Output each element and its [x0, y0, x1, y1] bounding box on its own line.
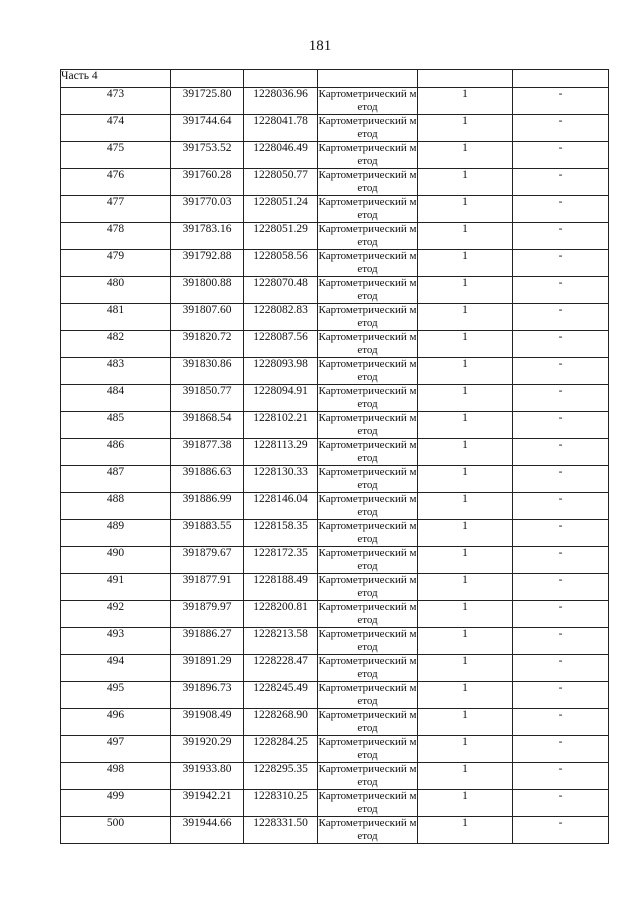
table-row	[61, 88, 609, 115]
y-coordinate-cell: 1228102.21	[244, 412, 318, 439]
table-row	[61, 331, 609, 358]
accuracy-cell: 1	[418, 115, 513, 142]
note-cell: -	[513, 358, 609, 385]
x-coordinate-cell: 391879.97	[171, 601, 244, 628]
point-number-cell: 493	[61, 628, 171, 655]
y-coordinate-cell: 1228051.24	[244, 196, 318, 223]
note-cell: -	[513, 547, 609, 574]
note-cell: -	[513, 655, 609, 682]
table-row	[61, 169, 609, 196]
x-coordinate-cell: 391896.73	[171, 682, 244, 709]
x-coordinate-cell: 391879.67	[171, 547, 244, 574]
accuracy-cell: 1	[418, 169, 513, 196]
table-row	[61, 817, 609, 844]
point-number-cell: 474	[61, 115, 171, 142]
point-number-cell: 480	[61, 277, 171, 304]
accuracy-cell: 1	[418, 385, 513, 412]
accuracy-cell: 1	[418, 277, 513, 304]
accuracy-cell: 1	[418, 520, 513, 547]
note-cell: -	[513, 790, 609, 817]
method-cell: Картометрический метод	[318, 601, 417, 626]
note-cell: -	[513, 115, 609, 142]
table-row	[61, 223, 609, 250]
x-coordinate-cell: 391891.29	[171, 655, 244, 682]
accuracy-cell: 1	[418, 88, 513, 115]
x-coordinate-cell: 391770.03	[171, 196, 244, 223]
table-row	[61, 628, 609, 655]
y-coordinate-cell: 1228051.29	[244, 223, 318, 250]
y-coordinate-cell: 1228082.83	[244, 304, 318, 331]
table-row	[61, 709, 609, 736]
accuracy-cell: 1	[418, 574, 513, 601]
x-coordinate-cell: 391744.64	[171, 115, 244, 142]
accuracy-cell: 1	[418, 466, 513, 493]
method-cell: Картометрический метод	[318, 115, 417, 140]
method-cell: Картометрический метод	[318, 331, 417, 356]
point-number-cell: 498	[61, 763, 171, 790]
x-coordinate-cell: 391886.63	[171, 466, 244, 493]
point-number-cell: 484	[61, 385, 171, 412]
accuracy-cell: 1	[418, 304, 513, 331]
point-number-cell: 486	[61, 439, 171, 466]
table-row	[61, 682, 609, 709]
accuracy-cell: 1	[418, 790, 513, 817]
y-coordinate-cell: 1228041.78	[244, 115, 318, 142]
y-coordinate-cell: 1228310.25	[244, 790, 318, 817]
part-label: Часть 4	[61, 70, 171, 88]
table-row	[61, 547, 609, 574]
y-coordinate-cell: 1228058.56	[244, 250, 318, 277]
method-cell: Картометрический метод	[318, 169, 417, 194]
y-coordinate-cell: 1228228.47	[244, 655, 318, 682]
x-coordinate-cell: 391783.16	[171, 223, 244, 250]
point-number-cell: 492	[61, 601, 171, 628]
point-number-cell: 477	[61, 196, 171, 223]
note-cell: -	[513, 520, 609, 547]
note-cell: -	[513, 223, 609, 250]
method-cell: Картометрический метод	[318, 709, 417, 734]
y-coordinate-cell: 1228146.04	[244, 493, 318, 520]
table-row	[61, 790, 609, 817]
x-coordinate-cell: 391760.28	[171, 169, 244, 196]
point-number-cell: 478	[61, 223, 171, 250]
x-coordinate-cell: 391850.77	[171, 385, 244, 412]
x-coordinate-cell: 391933.80	[171, 763, 244, 790]
header-cell	[513, 70, 609, 88]
note-cell: -	[513, 304, 609, 331]
header-cell	[418, 70, 513, 88]
x-coordinate-cell: 391753.52	[171, 142, 244, 169]
y-coordinate-cell: 1228070.48	[244, 277, 318, 304]
x-coordinate-cell: 391792.88	[171, 250, 244, 277]
x-coordinate-cell: 391877.38	[171, 439, 244, 466]
method-cell: Картометрический метод	[318, 277, 417, 302]
point-number-cell: 488	[61, 493, 171, 520]
method-cell: Картометрический метод	[318, 358, 417, 383]
x-coordinate-cell: 391800.88	[171, 277, 244, 304]
table-row	[61, 412, 609, 439]
point-number-cell: 500	[61, 817, 171, 844]
method-cell: Картометрический метод	[318, 520, 417, 545]
note-cell: -	[513, 817, 609, 844]
method-cell: Картометрический метод	[318, 682, 417, 707]
accuracy-cell: 1	[418, 142, 513, 169]
table-row	[61, 601, 609, 628]
x-coordinate-cell: 391877.91	[171, 574, 244, 601]
accuracy-cell: 1	[418, 736, 513, 763]
accuracy-cell: 1	[418, 412, 513, 439]
point-number-cell: 476	[61, 169, 171, 196]
point-number-cell: 494	[61, 655, 171, 682]
point-number-cell: 485	[61, 412, 171, 439]
table-row	[61, 196, 609, 223]
point-number-cell: 499	[61, 790, 171, 817]
note-cell: -	[513, 169, 609, 196]
note-cell: -	[513, 601, 609, 628]
point-number-cell: 473	[61, 88, 171, 115]
note-cell: -	[513, 196, 609, 223]
x-coordinate-cell: 391820.72	[171, 331, 244, 358]
method-cell: Картометрический метод	[318, 439, 417, 464]
table-row	[61, 763, 609, 790]
x-coordinate-cell: 391725.80	[171, 88, 244, 115]
method-cell: Картометрический метод	[318, 88, 417, 113]
note-cell: -	[513, 763, 609, 790]
y-coordinate-cell: 1228295.35	[244, 763, 318, 790]
point-number-cell: 496	[61, 709, 171, 736]
y-coordinate-cell: 1228331.50	[244, 817, 318, 844]
point-number-cell: 482	[61, 331, 171, 358]
method-cell: Картометрический метод	[318, 628, 417, 653]
x-coordinate-cell: 391908.49	[171, 709, 244, 736]
x-coordinate-cell: 391883.55	[171, 520, 244, 547]
method-cell: Картометрический метод	[318, 466, 417, 491]
accuracy-cell: 1	[418, 655, 513, 682]
method-cell: Картометрический метод	[318, 790, 417, 815]
note-cell: -	[513, 331, 609, 358]
method-cell: Картометрический метод	[318, 736, 417, 761]
x-coordinate-cell: 391886.27	[171, 628, 244, 655]
accuracy-cell: 1	[418, 628, 513, 655]
accuracy-cell: 1	[418, 709, 513, 736]
accuracy-cell: 1	[418, 547, 513, 574]
table-row	[61, 385, 609, 412]
accuracy-cell: 1	[418, 601, 513, 628]
note-cell: -	[513, 493, 609, 520]
note-cell: -	[513, 439, 609, 466]
accuracy-cell: 1	[418, 493, 513, 520]
method-cell: Картометрический метод	[318, 547, 417, 572]
method-cell: Картометрический метод	[318, 763, 417, 788]
x-coordinate-cell: 391807.60	[171, 304, 244, 331]
y-coordinate-cell: 1228130.33	[244, 466, 318, 493]
x-coordinate-cell: 391868.54	[171, 412, 244, 439]
table-row	[61, 736, 609, 763]
table-body	[61, 70, 609, 844]
method-cell: Картометрический метод	[318, 817, 417, 842]
note-cell: -	[513, 277, 609, 304]
method-cell: Картометрический метод	[318, 304, 417, 329]
y-coordinate-cell: 1228172.35	[244, 547, 318, 574]
table-row	[61, 115, 609, 142]
note-cell: -	[513, 88, 609, 115]
table-row	[61, 439, 609, 466]
y-coordinate-cell: 1228213.58	[244, 628, 318, 655]
y-coordinate-cell: 1228046.49	[244, 142, 318, 169]
table-row	[61, 466, 609, 493]
y-coordinate-cell: 1228188.49	[244, 574, 318, 601]
y-coordinate-cell: 1228268.90	[244, 709, 318, 736]
y-coordinate-cell: 1228245.49	[244, 682, 318, 709]
header-cell	[171, 70, 244, 88]
accuracy-cell: 1	[418, 331, 513, 358]
method-cell: Картометрический метод	[318, 196, 417, 221]
y-coordinate-cell: 1228158.35	[244, 520, 318, 547]
note-cell: -	[513, 412, 609, 439]
header-cell	[318, 70, 418, 88]
point-number-cell: 491	[61, 574, 171, 601]
method-cell: Картометрический метод	[318, 655, 417, 680]
x-coordinate-cell: 391830.86	[171, 358, 244, 385]
point-number-cell: 489	[61, 520, 171, 547]
y-coordinate-cell: 1228050.77	[244, 169, 318, 196]
point-number-cell: 495	[61, 682, 171, 709]
coordinates-table	[60, 69, 609, 844]
y-coordinate-cell: 1228284.25	[244, 736, 318, 763]
point-number-cell: 479	[61, 250, 171, 277]
point-number-cell: 487	[61, 466, 171, 493]
note-cell: -	[513, 385, 609, 412]
x-coordinate-cell: 391942.21	[171, 790, 244, 817]
method-cell: Картометрический метод	[318, 412, 417, 437]
method-cell: Картометрический метод	[318, 223, 417, 248]
x-coordinate-cell: 391886.99	[171, 493, 244, 520]
method-cell: Картометрический метод	[318, 493, 417, 518]
accuracy-cell: 1	[418, 682, 513, 709]
method-cell: Картометрический метод	[318, 385, 417, 410]
table-row	[61, 142, 609, 169]
accuracy-cell: 1	[418, 439, 513, 466]
table-header-row	[61, 70, 609, 88]
table-row	[61, 655, 609, 682]
note-cell: -	[513, 682, 609, 709]
note-cell: -	[513, 736, 609, 763]
x-coordinate-cell: 391944.66	[171, 817, 244, 844]
accuracy-cell: 1	[418, 223, 513, 250]
x-coordinate-cell: 391920.29	[171, 736, 244, 763]
accuracy-cell: 1	[418, 250, 513, 277]
note-cell: -	[513, 466, 609, 493]
accuracy-cell: 1	[418, 817, 513, 844]
method-cell: Картометрический метод	[318, 250, 417, 275]
point-number-cell: 475	[61, 142, 171, 169]
point-number-cell: 483	[61, 358, 171, 385]
table-row	[61, 358, 609, 385]
table-row	[61, 250, 609, 277]
note-cell: -	[513, 574, 609, 601]
y-coordinate-cell: 1228093.98	[244, 358, 318, 385]
table-row	[61, 304, 609, 331]
accuracy-cell: 1	[418, 196, 513, 223]
y-coordinate-cell: 1228087.56	[244, 331, 318, 358]
y-coordinate-cell: 1228094.91	[244, 385, 318, 412]
note-cell: -	[513, 142, 609, 169]
note-cell: -	[513, 628, 609, 655]
y-coordinate-cell: 1228036.96	[244, 88, 318, 115]
accuracy-cell: 1	[418, 358, 513, 385]
table-row	[61, 520, 609, 547]
table-row	[61, 277, 609, 304]
table-row	[61, 493, 609, 520]
header-cell	[244, 70, 318, 88]
table-row	[61, 574, 609, 601]
page-number: 181	[308, 38, 332, 54]
point-number-cell: 490	[61, 547, 171, 574]
method-cell: Картометрический метод	[318, 574, 417, 599]
accuracy-cell: 1	[418, 763, 513, 790]
method-cell: Картометрический метод	[318, 142, 417, 167]
note-cell: -	[513, 709, 609, 736]
note-cell: -	[513, 250, 609, 277]
y-coordinate-cell: 1228113.29	[244, 439, 318, 466]
point-number-cell: 497	[61, 736, 171, 763]
point-number-cell: 481	[61, 304, 171, 331]
y-coordinate-cell: 1228200.81	[244, 601, 318, 628]
